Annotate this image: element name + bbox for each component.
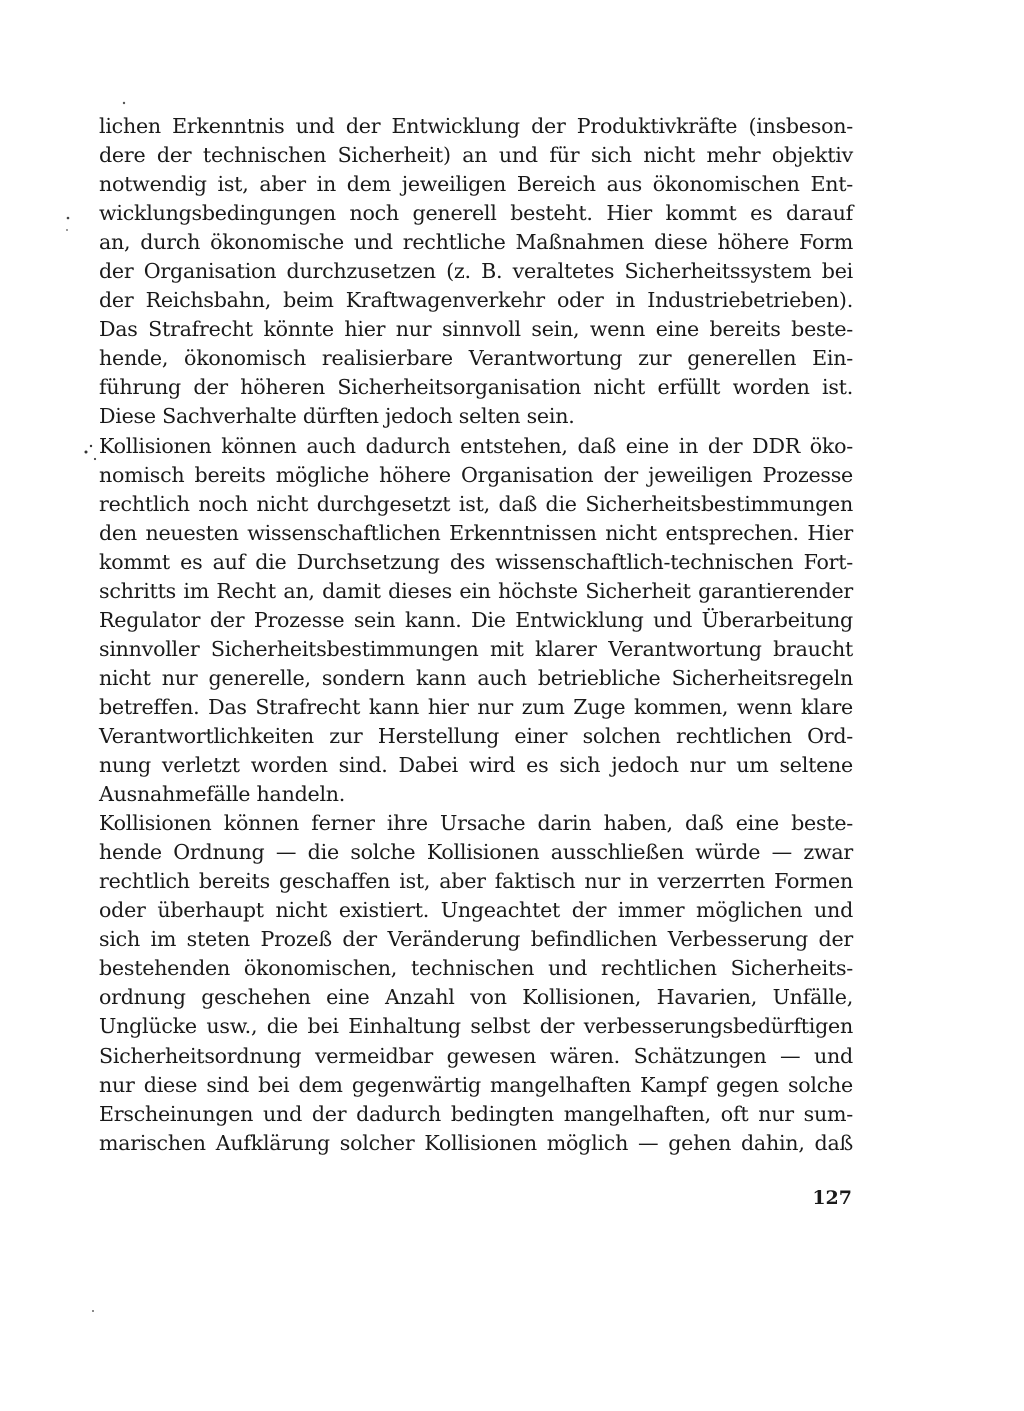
text-line: sinnvoller Sicherheitsbestimmungen mit klarer Verantwortung braucht [99, 636, 853, 661]
text-line: ordnung geschehen eine Anzahl von Kollisionen, Havarien, Unfälle, [99, 985, 853, 1010]
text-line: hende Ordnung — die solche Kollisionen ausschließen würde — zwar [99, 840, 853, 865]
text-line: sich im steten Prozeß der Veränderung befindlichen Verbesserung der [99, 927, 853, 952]
text-line: Erscheinungen und der dadurch bedingten mangelhaften, oft nur sum- [99, 1101, 853, 1126]
text-line: der Reichsbahn, beim Kraftwagenverkehr oder in Industriebetrieben). [99, 288, 853, 313]
text-line: an, durch ökonomische und rechtliche Maßnahmen diese höhere Form [99, 230, 853, 255]
text-line: nur diese sind bei dem gegenwärtig mangelhaften Kampf gegen solche [99, 1072, 853, 1097]
text-line: kommt es auf die Durchsetzung des wissenschaftlich-technischen Fort- [99, 549, 853, 574]
text-line: schritts im Recht an, damit dieses ein höchste Sicherheit garantierender [99, 578, 853, 603]
text-line: marischen Aufklärung solcher Kollisionen möglich — gehen dahin, daß [99, 1130, 853, 1155]
text-line: nicht nur generelle, sondern kann auch betriebliche Sicherheitsregeln [99, 665, 853, 690]
text-line: betreffen. Das Strafrecht kann hier nur zum Zuge kommen, wenn klare [99, 694, 853, 719]
text-line: Kollisionen können ferner ihre Ursache darin haben, daß eine beste- [99, 811, 853, 836]
text-line: rechtlich noch nicht durchgesetzt ist, daß die Sicherheitsbestimmungen [99, 491, 853, 516]
text-line: dere der technischen Sicherheit) an und für sich nicht mehr objektiv [99, 143, 853, 168]
text-line: rechtlich bereits geschaffen ist, aber faktisch nur in verzerrten Formen [99, 869, 853, 894]
text-line: hende, ökonomisch realisierbare Verantwortung zur generellen Ein- [99, 346, 853, 371]
text-line: Unglücke usw., die bei Einhaltung selbst der verbesserungsbedürftigen [99, 1014, 853, 1039]
text-line: nung verletzt worden sind. Dabei wird es sich jedoch nur um seltene [99, 753, 853, 778]
text-line: der Organisation durchzusetzen (z. B. veraltetes Sicherheitssystem bei [99, 259, 853, 284]
text-line: den neuesten wissenschaftlichen Erkenntnissen nicht entsprechen. Hier [99, 520, 853, 545]
text-line: nomisch bereits mögliche höhere Organisation der jeweiligen Prozesse [99, 462, 853, 487]
text-line: oder überhaupt nicht existiert. Ungeachtet der immer möglichen und [99, 898, 853, 923]
text-line: führung der höheren Sicherheitsorganisation nicht erfüllt worden ist. [99, 375, 853, 400]
text-line: bestehenden ökonomischen, technischen und rechtlichen Sicherheits- [99, 956, 853, 981]
page-number: 127 [812, 1187, 852, 1209]
text-line: Kollisionen können auch dadurch entstehen, daß eine in der DDR öko- [99, 433, 853, 458]
text-line: Das Strafrecht könnte hier nur sinnvoll sein, wenn eine bereits beste- [99, 317, 853, 342]
text-line: wicklungsbedingungen noch generell besteht. Hier kommt es darauf [99, 201, 853, 226]
text-line: lichen Erkenntnis und der Entwicklung der Produktivkräfte (insbeson- [99, 114, 853, 138]
body-text [99, 112, 853, 1158]
text-line: Verantwortlichkeiten zur Herstellung einer solchen rechtlichen Ord- [99, 723, 853, 748]
text-line: notwendig ist, aber in dem jeweiligen Bereich aus ökonomischen Ent- [99, 172, 853, 197]
text-line: Sicherheitsordnung vermeidbar gewesen wären. Schätzungen — und [99, 1043, 853, 1068]
text-line: Regulator der Prozesse sein kann. Die Entwicklung und Überarbeitung [99, 607, 853, 632]
paragraph-end-line: Diese Sachverhalte dürften jedoch selten sein. [99, 404, 575, 429]
paragraph-end-line: Ausnahmefälle handeln. [99, 782, 346, 807]
